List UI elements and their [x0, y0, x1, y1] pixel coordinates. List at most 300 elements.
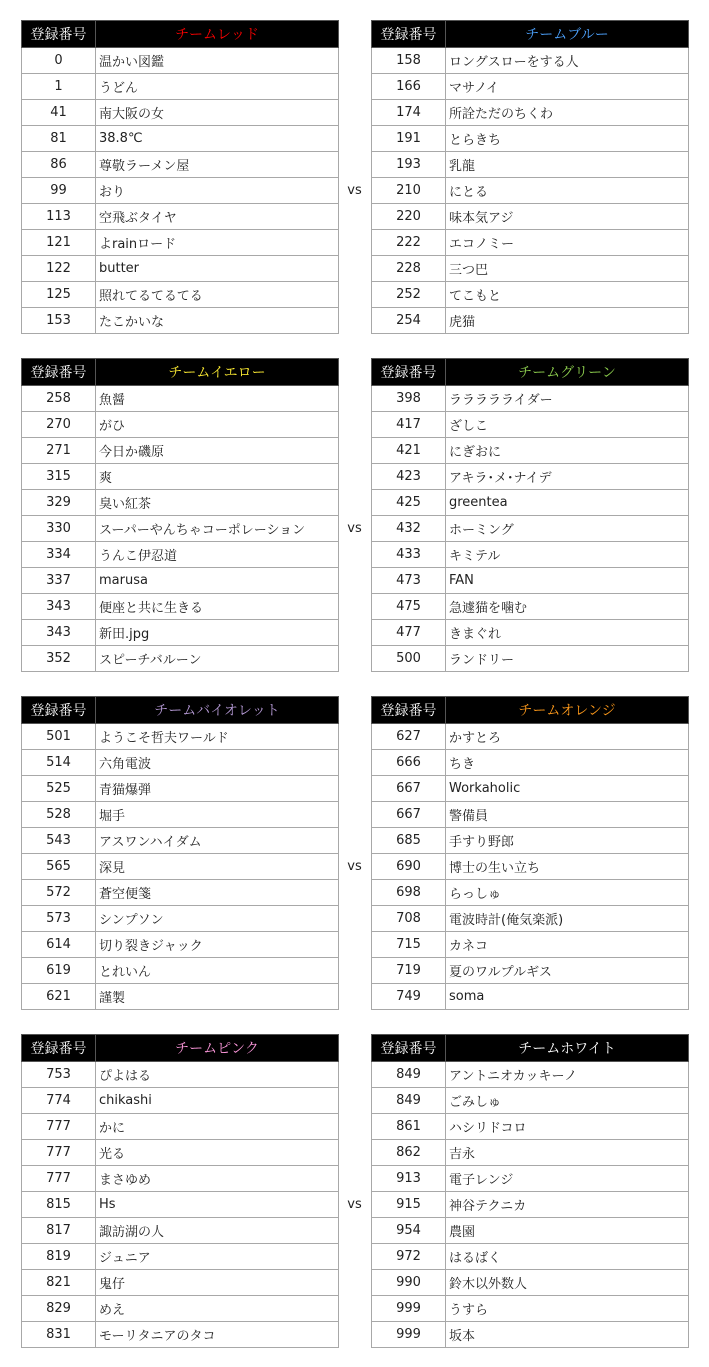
registration-number: 619 [22, 958, 96, 984]
registration-number: 191 [372, 126, 446, 152]
player-name: 六角電波 [96, 750, 339, 776]
team-name-header: チームオレンジ [446, 697, 689, 724]
team-header-row [22, 359, 339, 386]
player-name: chikashi [96, 1088, 339, 1114]
table-row [372, 100, 689, 126]
player-name: マサノイ [446, 74, 689, 100]
table-row [22, 256, 339, 282]
registration-number: 500 [372, 646, 446, 672]
registration-number-header: 登録番号 [372, 1035, 446, 1062]
table-row [22, 646, 339, 672]
table-row [22, 1296, 339, 1322]
team-header-row [372, 21, 689, 48]
table-row [372, 802, 689, 828]
player-name: 蒼空便箋 [96, 880, 339, 906]
player-name: marusa [96, 568, 339, 594]
registration-number: 753 [22, 1062, 96, 1088]
player-name: 新田.jpg [96, 620, 339, 646]
player-name: 尊敬ラーメン屋 [96, 152, 339, 178]
table-row [22, 126, 339, 152]
player-name: ざしこ [446, 412, 689, 438]
registration-number: 708 [372, 906, 446, 932]
team-name-header: チームレッド [96, 21, 339, 48]
registration-number: 621 [22, 984, 96, 1010]
table-row [22, 880, 339, 906]
registration-number: 698 [372, 880, 446, 906]
player-name: うんこ伊忍道 [96, 542, 339, 568]
player-name: 南大阪の女 [96, 100, 339, 126]
registration-number: 565 [22, 854, 96, 880]
player-name: 所詮ただのちくわ [446, 100, 689, 126]
player-name: 鈴木以外数人 [446, 1270, 689, 1296]
team-table-right [371, 1034, 689, 1348]
registration-number: 861 [372, 1114, 446, 1140]
team-table-left [21, 358, 339, 672]
player-name: とらきち [446, 126, 689, 152]
table-row [372, 568, 689, 594]
player-name: 便座と共に生きる [96, 594, 339, 620]
registration-number: 210 [372, 178, 446, 204]
table-row [22, 932, 339, 958]
table-row [22, 724, 339, 750]
registration-number: 528 [22, 802, 96, 828]
table-row [372, 126, 689, 152]
player-name: ロングスローをする人 [446, 48, 689, 74]
registration-number: 153 [22, 308, 96, 334]
registration-number: 690 [372, 854, 446, 880]
team-table-right [371, 20, 689, 334]
registration-number: 432 [372, 516, 446, 542]
player-name: モーリタニアのタコ [96, 1322, 339, 1348]
registration-number: 777 [22, 1166, 96, 1192]
table-row [372, 932, 689, 958]
player-name: 温かい図鑑 [96, 48, 339, 74]
registration-number: 421 [372, 438, 446, 464]
player-name: 坂本 [446, 1322, 689, 1348]
table-row [22, 386, 339, 412]
player-name: 手すり野郎 [446, 828, 689, 854]
registration-number: 166 [372, 74, 446, 100]
table-row [22, 620, 339, 646]
table-row [22, 828, 339, 854]
registration-number: 122 [22, 256, 96, 282]
player-name: 乳龍 [446, 152, 689, 178]
registration-number: 999 [372, 1296, 446, 1322]
player-name: とれいん [96, 958, 339, 984]
table-row [22, 802, 339, 828]
table-row [372, 724, 689, 750]
table-row [372, 1114, 689, 1140]
table-row [372, 1244, 689, 1270]
registration-number: 352 [22, 646, 96, 672]
player-name: 農園 [446, 1218, 689, 1244]
table-row [22, 750, 339, 776]
registration-number: 514 [22, 750, 96, 776]
match-block [0, 20, 709, 334]
registration-number: 715 [372, 932, 446, 958]
table-row [22, 594, 339, 620]
table-row [22, 1218, 339, 1244]
registration-number: 330 [22, 516, 96, 542]
player-name: 電波時計(俺気楽派) [446, 906, 689, 932]
table-row [372, 438, 689, 464]
player-name: Hs [96, 1192, 339, 1218]
player-name: ぴよはる [96, 1062, 339, 1088]
registration-number: 254 [372, 308, 446, 334]
registration-number: 99 [22, 178, 96, 204]
registration-number: 777 [22, 1140, 96, 1166]
player-name: まさゆめ [96, 1166, 339, 1192]
registration-number: 972 [372, 1244, 446, 1270]
table-row [372, 178, 689, 204]
table-row [372, 204, 689, 230]
team-name-header: チームピンク [96, 1035, 339, 1062]
registration-number: 667 [372, 802, 446, 828]
vs-label: vs [347, 1197, 362, 1212]
player-name: 謹製 [96, 984, 339, 1010]
table-row [22, 308, 339, 334]
table-row [22, 516, 339, 542]
table-row [22, 1166, 339, 1192]
table-row [372, 1088, 689, 1114]
table-row [372, 646, 689, 672]
registration-number: 228 [372, 256, 446, 282]
table-row [22, 1270, 339, 1296]
table-row [372, 152, 689, 178]
table-row [22, 178, 339, 204]
player-name: がひ [96, 412, 339, 438]
table-row [372, 386, 689, 412]
table-row [372, 230, 689, 256]
registration-number: 1 [22, 74, 96, 100]
table-row [22, 854, 339, 880]
table-row [372, 48, 689, 74]
table-row [22, 100, 339, 126]
player-name: soma [446, 984, 689, 1010]
table-row [372, 854, 689, 880]
table-row [22, 282, 339, 308]
player-name: スピーチバルーン [96, 646, 339, 672]
table-row [22, 152, 339, 178]
table-row [22, 1192, 339, 1218]
team-header-row [372, 697, 689, 724]
player-name: 光る [96, 1140, 339, 1166]
table-row [372, 776, 689, 802]
registration-number: 777 [22, 1114, 96, 1140]
player-name: 神谷テクニカ [446, 1192, 689, 1218]
table-row [22, 1088, 339, 1114]
player-name: キミテル [446, 542, 689, 568]
registration-number: 829 [22, 1296, 96, 1322]
registration-number-header: 登録番号 [372, 21, 446, 48]
table-row [372, 516, 689, 542]
registration-number: 543 [22, 828, 96, 854]
player-name: ごみしゅ [446, 1088, 689, 1114]
table-row [372, 984, 689, 1010]
registration-number: 193 [372, 152, 446, 178]
table-row [22, 984, 339, 1010]
table-row [22, 1062, 339, 1088]
registration-number: 666 [372, 750, 446, 776]
registration-number-header: 登録番号 [22, 697, 96, 724]
registration-number: 258 [22, 386, 96, 412]
player-name: butter [96, 256, 339, 282]
registration-number: 475 [372, 594, 446, 620]
player-name: 夏のワルプルギス [446, 958, 689, 984]
table-row [372, 1322, 689, 1348]
table-row [372, 1192, 689, 1218]
registration-number: 398 [372, 386, 446, 412]
player-name: 味本気アジ [446, 204, 689, 230]
player-name: はるばく [446, 1244, 689, 1270]
player-name: てこもと [446, 282, 689, 308]
team-table-right [371, 696, 689, 1010]
table-row [22, 48, 339, 74]
registration-number: 821 [22, 1270, 96, 1296]
registration-number: 685 [372, 828, 446, 854]
player-name: にぎおに [446, 438, 689, 464]
team-header-row [372, 359, 689, 386]
table-row [22, 464, 339, 490]
player-name: きまぐれ [446, 620, 689, 646]
player-name: スーパーやんちゃコーポレーション [96, 516, 339, 542]
player-name: 今日か磯原 [96, 438, 339, 464]
table-row [372, 620, 689, 646]
registration-number: 849 [372, 1062, 446, 1088]
player-name: 深見 [96, 854, 339, 880]
table-row [372, 750, 689, 776]
table-row [22, 542, 339, 568]
registration-number: 819 [22, 1244, 96, 1270]
player-name: ハシリドコロ [446, 1114, 689, 1140]
player-name: アスワンハイダム [96, 828, 339, 854]
registration-number: 337 [22, 568, 96, 594]
registration-number: 614 [22, 932, 96, 958]
table-row [372, 74, 689, 100]
player-name: 博士の生い立ち [446, 854, 689, 880]
registration-number: 999 [372, 1322, 446, 1348]
team-header-row [22, 697, 339, 724]
player-name: ホーミング [446, 516, 689, 542]
table-row [372, 256, 689, 282]
player-name: カネコ [446, 932, 689, 958]
player-name: うどん [96, 74, 339, 100]
registration-number: 271 [22, 438, 96, 464]
table-row [372, 880, 689, 906]
registration-number: 86 [22, 152, 96, 178]
player-name: 照れてるてるてる [96, 282, 339, 308]
table-row [22, 74, 339, 100]
registration-number: 343 [22, 594, 96, 620]
table-row [22, 1322, 339, 1348]
registration-number-header: 登録番号 [22, 1035, 96, 1062]
table-row [22, 412, 339, 438]
table-row [22, 204, 339, 230]
player-name: エコノミー [446, 230, 689, 256]
player-name: 切り裂きジャック [96, 932, 339, 958]
player-name: Workaholic [446, 776, 689, 802]
player-name: 空飛ぶタイヤ [96, 204, 339, 230]
table-row [22, 230, 339, 256]
player-name: greentea [446, 490, 689, 516]
player-name: ランドリー [446, 646, 689, 672]
vs-label: vs [347, 521, 362, 536]
registration-number: 270 [22, 412, 96, 438]
player-name: 吉永 [446, 1140, 689, 1166]
table-row [22, 568, 339, 594]
player-name: FAN [446, 568, 689, 594]
player-name: 爽 [96, 464, 339, 490]
table-row [22, 1140, 339, 1166]
table-row [372, 1270, 689, 1296]
table-row [372, 906, 689, 932]
table-row [372, 1218, 689, 1244]
registration-number: 329 [22, 490, 96, 516]
registration-number: 433 [372, 542, 446, 568]
registration-number: 334 [22, 542, 96, 568]
registration-number: 862 [372, 1140, 446, 1166]
player-name: 三つ巴 [446, 256, 689, 282]
player-name: らっしゅ [446, 880, 689, 906]
registration-number: 774 [22, 1088, 96, 1114]
player-name: 電子レンジ [446, 1166, 689, 1192]
registration-number: 913 [372, 1166, 446, 1192]
table-row [22, 438, 339, 464]
registration-number: 315 [22, 464, 96, 490]
vs-label: vs [347, 183, 362, 198]
table-row [372, 1140, 689, 1166]
registration-number-header: 登録番号 [372, 359, 446, 386]
player-name: 鬼仔 [96, 1270, 339, 1296]
table-row [372, 308, 689, 334]
registration-number: 815 [22, 1192, 96, 1218]
team-table-left [21, 696, 339, 1010]
player-name: 魚醤 [96, 386, 339, 412]
table-row [22, 1244, 339, 1270]
team-name-header: チームグリーン [446, 359, 689, 386]
player-name: 38.8℃ [96, 126, 339, 152]
match-block [0, 696, 709, 1010]
vs-label: vs [347, 859, 362, 874]
registration-number: 252 [372, 282, 446, 308]
player-name: 堀手 [96, 802, 339, 828]
player-name: アキラ･メ･ナイデ [446, 464, 689, 490]
player-name: たこかいな [96, 308, 339, 334]
registration-number: 425 [372, 490, 446, 516]
registration-number: 222 [372, 230, 446, 256]
registration-number: 749 [372, 984, 446, 1010]
registration-number: 990 [372, 1270, 446, 1296]
player-name: ジュニア [96, 1244, 339, 1270]
table-row [22, 1114, 339, 1140]
table-row [372, 490, 689, 516]
team-header-row [22, 1035, 339, 1062]
team-table-left [21, 1034, 339, 1348]
registration-number: 477 [372, 620, 446, 646]
registration-number: 125 [22, 282, 96, 308]
player-name: ちき [446, 750, 689, 776]
table-row [372, 828, 689, 854]
player-name: 臭い紅茶 [96, 490, 339, 516]
player-name: よrainロード [96, 230, 339, 256]
player-name: シンプソン [96, 906, 339, 932]
registration-number: 525 [22, 776, 96, 802]
table-row [372, 1296, 689, 1322]
player-name: ララララライダー [446, 386, 689, 412]
registration-number: 41 [22, 100, 96, 126]
match-block [0, 358, 709, 672]
player-name: にとる [446, 178, 689, 204]
registration-number: 158 [372, 48, 446, 74]
team-table-right [371, 358, 689, 672]
table-row [372, 282, 689, 308]
player-name: 警備員 [446, 802, 689, 828]
table-row [372, 412, 689, 438]
registration-number: 817 [22, 1218, 96, 1244]
registration-number: 501 [22, 724, 96, 750]
registration-number: 473 [372, 568, 446, 594]
registration-number: 113 [22, 204, 96, 230]
registration-number: 572 [22, 880, 96, 906]
player-name: かに [96, 1114, 339, 1140]
registration-number: 915 [372, 1192, 446, 1218]
table-row [372, 464, 689, 490]
table-row [372, 958, 689, 984]
team-header-row [22, 21, 339, 48]
registration-number: 0 [22, 48, 96, 74]
registration-number: 667 [372, 776, 446, 802]
registration-number: 831 [22, 1322, 96, 1348]
registration-number: 417 [372, 412, 446, 438]
player-name: めえ [96, 1296, 339, 1322]
player-name: 急遽猫を噛む [446, 594, 689, 620]
table-row [372, 1062, 689, 1088]
registration-number: 174 [372, 100, 446, 126]
player-name: 虎猫 [446, 308, 689, 334]
team-table-left [21, 20, 339, 334]
player-name: ようこそ哲夫ワールド [96, 724, 339, 750]
match-block [0, 1034, 709, 1348]
registration-number-header: 登録番号 [22, 21, 96, 48]
registration-number: 220 [372, 204, 446, 230]
registration-number: 849 [372, 1088, 446, 1114]
registration-number-header: 登録番号 [372, 697, 446, 724]
table-row [372, 542, 689, 568]
player-name: おり [96, 178, 339, 204]
player-name: 諏訪湖の人 [96, 1218, 339, 1244]
team-name-header: チームイエロー [96, 359, 339, 386]
team-name-header: チームブルー [446, 21, 689, 48]
player-name: 青猫爆弾 [96, 776, 339, 802]
registration-number: 573 [22, 906, 96, 932]
registration-number: 719 [372, 958, 446, 984]
table-row [22, 776, 339, 802]
registration-number: 627 [372, 724, 446, 750]
player-name: アントニオカッキーノ [446, 1062, 689, 1088]
team-name-header: チームバイオレット [96, 697, 339, 724]
registration-number: 121 [22, 230, 96, 256]
registration-number: 81 [22, 126, 96, 152]
team-name-header: チームホワイト [446, 1035, 689, 1062]
player-name: かすとろ [446, 724, 689, 750]
registration-number: 343 [22, 620, 96, 646]
table-row [372, 1166, 689, 1192]
table-row [22, 958, 339, 984]
table-row [372, 594, 689, 620]
table-row [22, 490, 339, 516]
player-name: うすら [446, 1296, 689, 1322]
table-row [22, 906, 339, 932]
